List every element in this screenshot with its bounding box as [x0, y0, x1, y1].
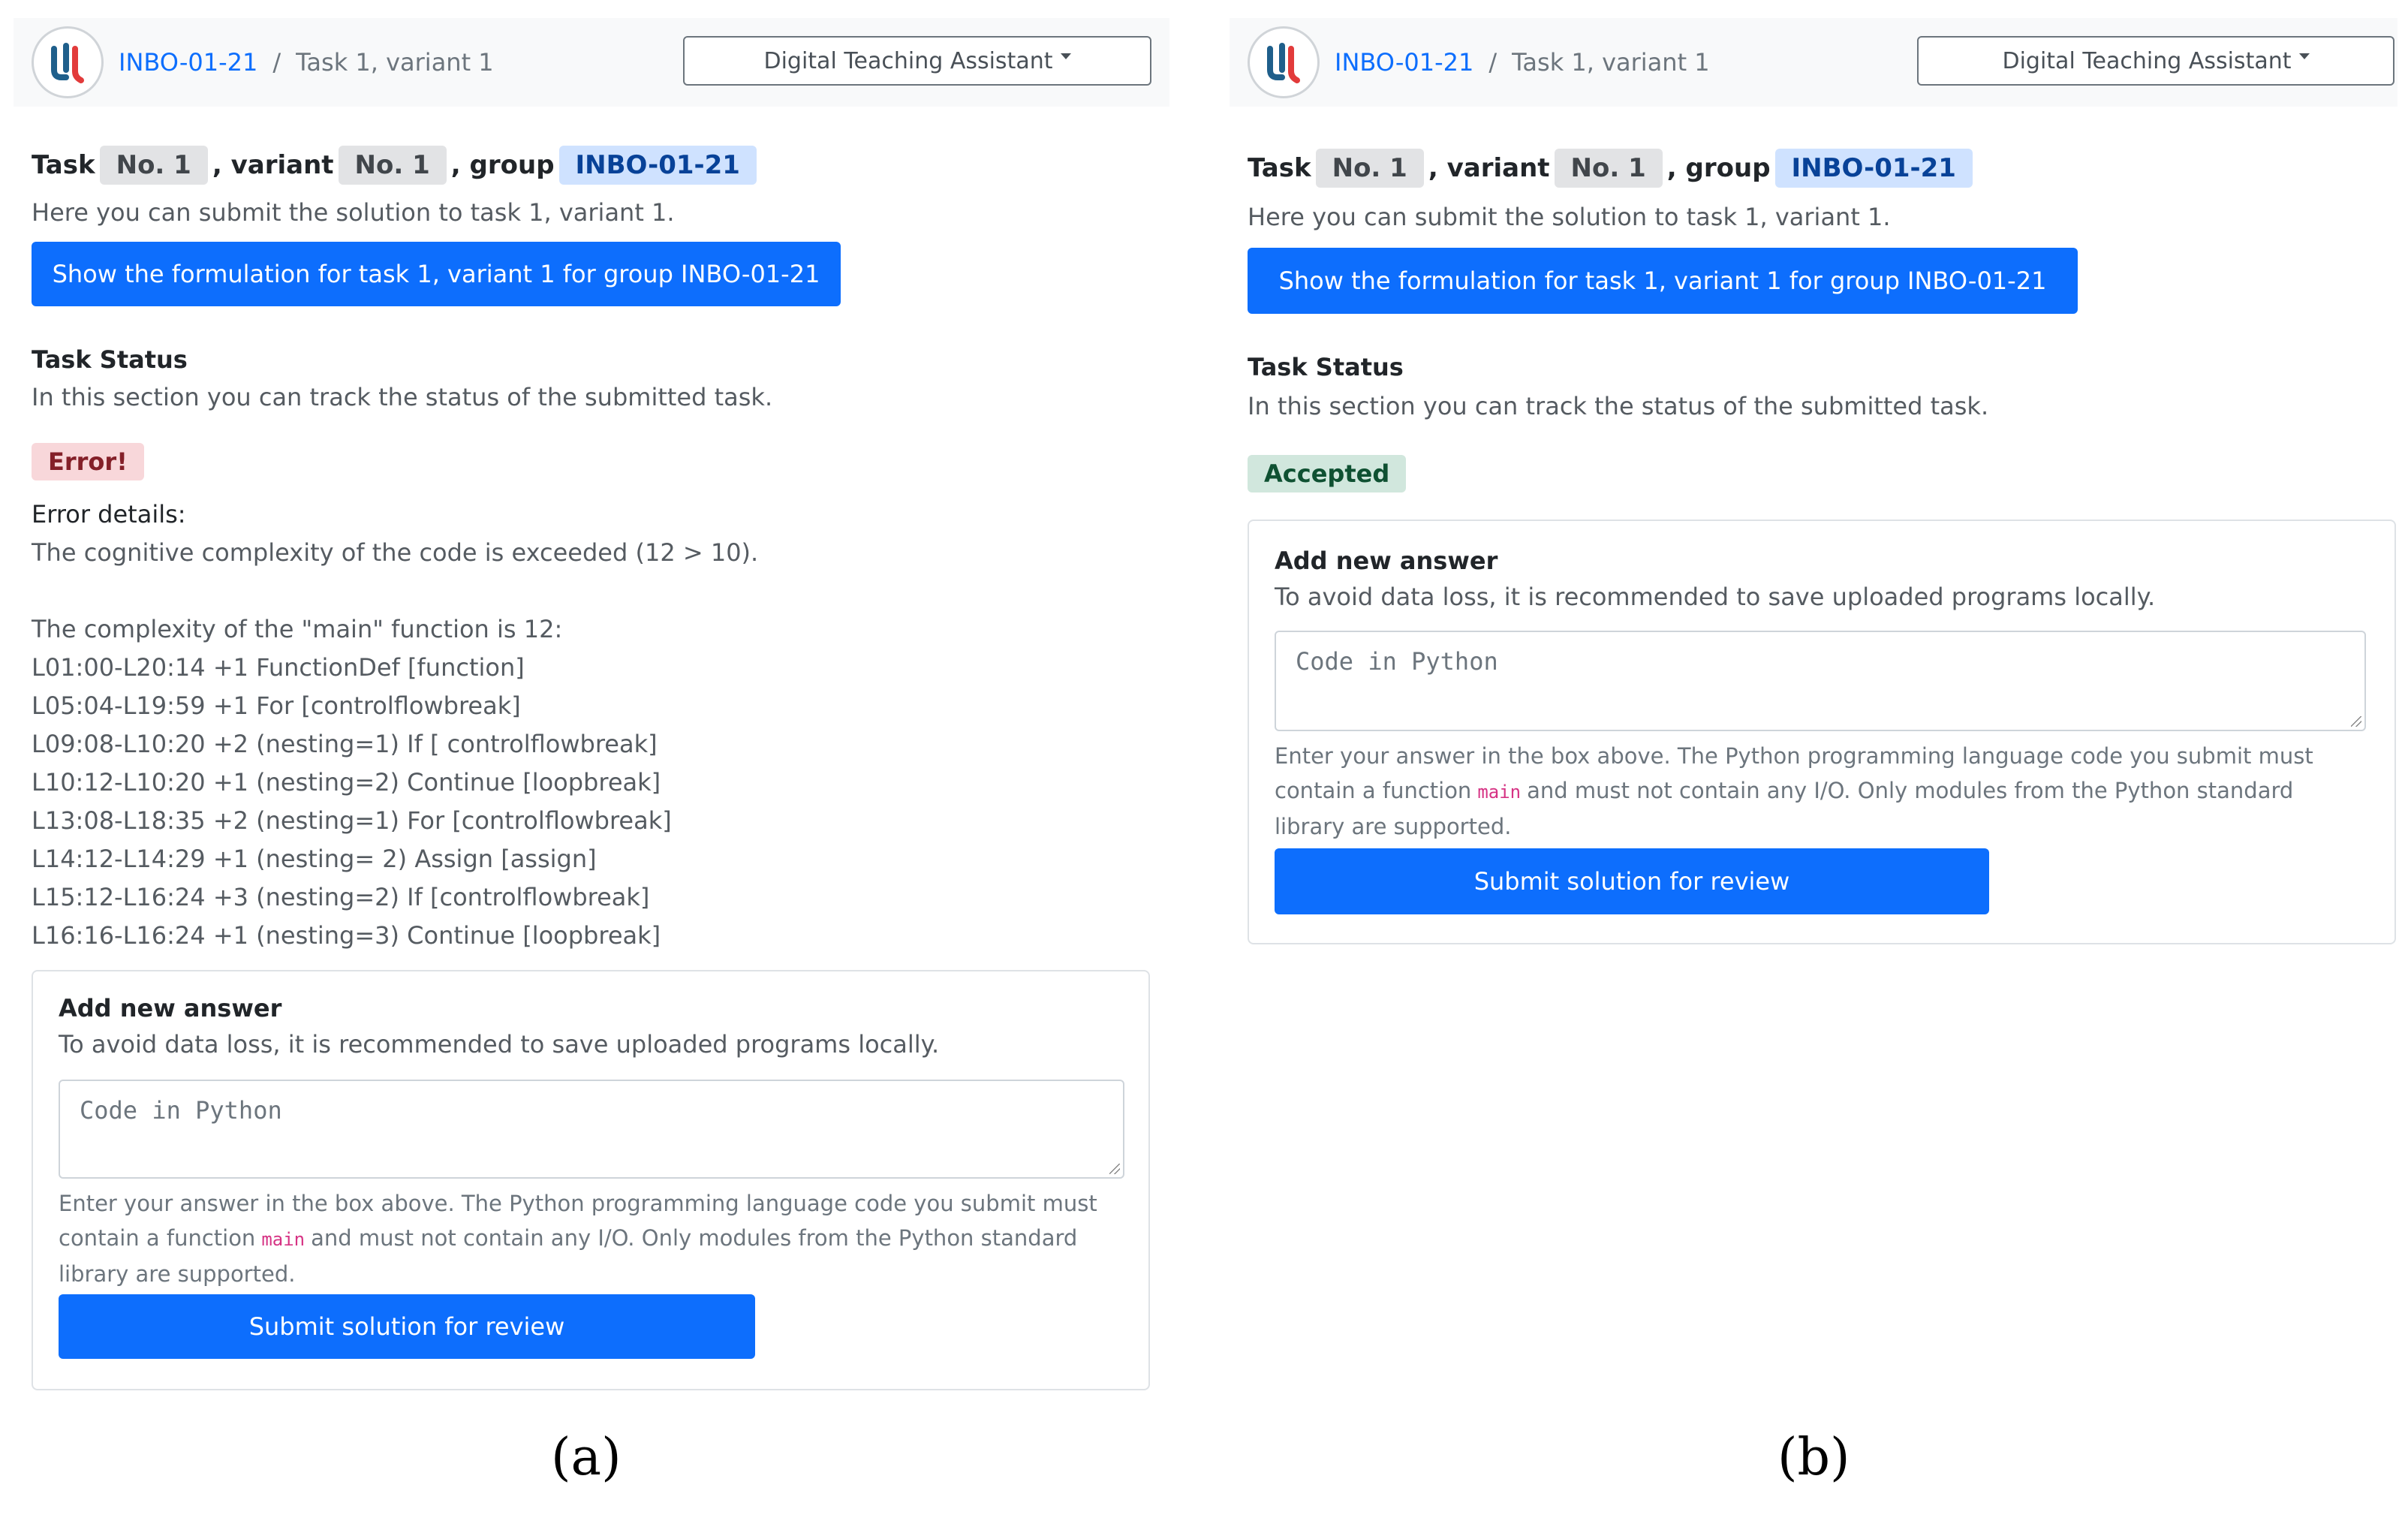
code-input-placeholder: Code in Python: [1296, 647, 1498, 676]
error-line: L14:12-L14:29 +1 (nesting= 2) Assign [assign]: [32, 845, 597, 873]
error-line: L05:04-L19:59 +1 For [controlflowbreak]: [32, 691, 521, 720]
help-text-before: Enter your answer in the box above. The Python programming language code you submit must contain a function: [59, 1191, 1097, 1251]
submit-solution-button[interactable]: Submit solution for review: [59, 1294, 755, 1359]
task-subtitle: Here you can submit the solution to task 1, variant 1.: [1248, 203, 1891, 231]
help-code-main: main: [261, 1229, 306, 1250]
new-answer-title: Add new answer: [59, 994, 282, 1023]
task-word: Task: [32, 150, 95, 180]
task-word: Task: [1248, 153, 1311, 183]
error-line: The complexity of the "main" function is 12:: [32, 615, 563, 643]
error-line: L15:12-L16:24 +3 (nesting=2) If [controlflowbreak]: [32, 883, 650, 911]
new-answer-card: [32, 970, 1150, 1390]
task-subtitle: Here you can submit the solution to task 1, variant 1.: [32, 198, 675, 227]
task-title: [1248, 149, 1977, 188]
error-line: The cognitive complexity of the code is exceeded (12 > 10).: [32, 538, 759, 567]
assistant-dropdown-label: Digital Teaching Assistant: [2002, 47, 2292, 74]
status-description: In this section you can track the status of the submitted task.: [32, 383, 773, 411]
breadcrumb-separator: /: [1488, 48, 1497, 77]
variant-word: , variant: [212, 150, 334, 180]
navbar: [14, 18, 1169, 107]
variant-number-badge: No. 1: [339, 146, 447, 185]
resize-grip-icon[interactable]: [2351, 716, 2361, 727]
answer-help-text: [1275, 739, 2348, 844]
help-text-after: and must not contain any I/O. Only modules from the Python standard library are supported.: [1275, 778, 2294, 839]
navbar: [1230, 18, 2397, 107]
status-badge: Accepted: [1248, 455, 1406, 492]
figure-label-a: (a): [551, 1428, 622, 1487]
help-text-after: and must not contain any I/O. Only modules from the Python standard library are supported.: [59, 1225, 1078, 1287]
help-code-main: main: [1477, 782, 1522, 803]
breadcrumb-separator: /: [272, 48, 281, 77]
breadcrumb-group-link[interactable]: INBO-01-21: [1335, 48, 1474, 77]
error-line: L09:08-L10:20 +2 (nesting=1) If [ controlflowbreak]: [32, 730, 658, 758]
resize-grip-icon[interactable]: [1109, 1164, 1120, 1174]
panel-b: [1230, 18, 2397, 896]
app-logo-icon[interactable]: [1248, 26, 1320, 98]
breadcrumb-current: Task 1, variant 1: [1512, 48, 1710, 77]
variant-word: , variant: [1428, 153, 1550, 183]
answer-help-text: [59, 1186, 1109, 1291]
caret-down-icon: [2299, 53, 2310, 59]
new-answer-card: [1248, 520, 2396, 944]
error-details-label: Error details:: [32, 500, 186, 529]
group-badge: INBO-01-21: [559, 146, 757, 185]
caret-down-icon: [1061, 53, 1071, 59]
group-word: , group: [450, 150, 555, 180]
code-input[interactable]: [59, 1080, 1124, 1179]
new-answer-subtitle: To avoid data loss, it is recommended to save uploaded programs locally.: [1275, 583, 2156, 611]
error-line: L16:16-L16:24 +1 (nesting=3) Continue [loopbreak]: [32, 921, 661, 950]
error-line: L13:08-L18:35 +2 (nesting=1) For [controlflowbreak]: [32, 806, 672, 835]
new-answer-title: Add new answer: [1275, 547, 1498, 575]
app-logo-icon[interactable]: [32, 26, 104, 98]
status-heading: Task Status: [32, 345, 188, 374]
error-line: L01:00-L20:14 +1 FunctionDef [function]: [32, 653, 525, 682]
group-word: , group: [1666, 153, 1771, 183]
task-number-badge: No. 1: [100, 146, 208, 185]
breadcrumb-group-link[interactable]: INBO-01-21: [119, 48, 258, 77]
new-answer-subtitle: To avoid data loss, it is recommended to save uploaded programs locally.: [59, 1030, 940, 1059]
breadcrumb: [119, 48, 494, 77]
variant-number-badge: No. 1: [1555, 149, 1663, 188]
breadcrumb-current: Task 1, variant 1: [296, 48, 494, 77]
assistant-dropdown-label: Digital Teaching Assistant: [763, 47, 1053, 74]
task-number-badge: No. 1: [1316, 149, 1424, 188]
status-heading: Task Status: [1248, 353, 1404, 381]
group-badge: INBO-01-21: [1775, 149, 1973, 188]
code-input-placeholder: Code in Python: [80, 1096, 282, 1125]
assistant-dropdown[interactable]: [683, 36, 1151, 86]
submit-solution-button[interactable]: Submit solution for review: [1275, 848, 1989, 914]
status-description: In this section you can track the status of the submitted task.: [1248, 392, 1989, 420]
status-badge: Error!: [32, 443, 144, 480]
assistant-dropdown[interactable]: [1917, 36, 2394, 86]
task-title: [32, 146, 761, 185]
panel-a: [14, 18, 1169, 1341]
show-formulation-button[interactable]: Show the formulation for task 1, variant 1 for group INBO-01-21: [32, 242, 841, 306]
figure-label-b: (b): [1777, 1428, 1850, 1487]
code-input[interactable]: [1275, 631, 2366, 731]
error-line: L10:12-L10:20 +1 (nesting=2) Continue [loopbreak]: [32, 768, 661, 797]
breadcrumb: [1335, 48, 1710, 77]
help-text-before: Enter your answer in the box above. The Python programming language code you submit must contain a function: [1275, 743, 2313, 803]
show-formulation-button[interactable]: Show the formulation for task 1, variant 1 for group INBO-01-21: [1248, 248, 2078, 314]
